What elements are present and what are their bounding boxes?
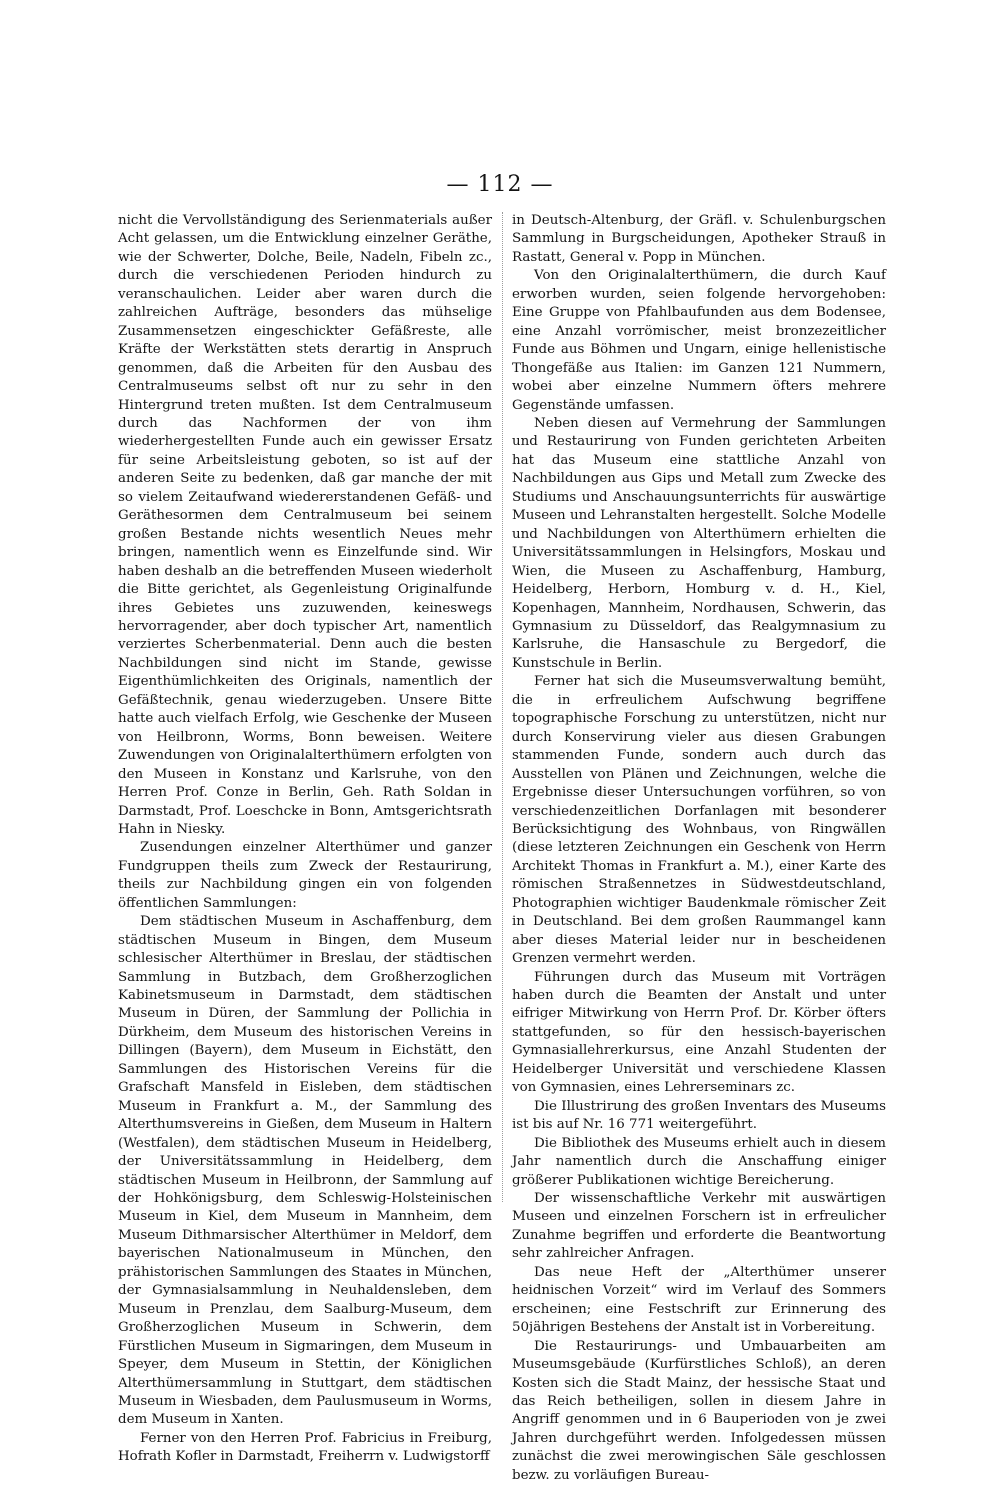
page-number: — 112 —	[446, 172, 554, 197]
paragraph: Von den Originalalterthümern, die durch Kauf erworben wurden, seien folgende hervorgehoben: Eine Gruppe von Pfahlbaufunden aus dem Bodensee, eine Anzahl vorrömischer, meist bronzezeitlicher Funde aus Böhmen und Ungarn, einige hellenistische Thongefäße aus Italien: im Ganzen 121 Nummern, wobei aber einzelne Nummern öfters mehrere Gegenstände umfassen.	[512, 268, 886, 413]
paragraph: nicht die Vervollständigung des Serienmaterials außer Acht gelassen, um die Entwicklung einzelner Geräthe, wie der Schwerter, Dolche, Beile, Nadeln, Fibeln zc., durch die verschiedenen Perioden hindurch zu veranschaulichen. Leider aber waren durch die zahlreichen Aufträge, besonders das mühselige Zusammensetzen eingeschickter Gefäßreste, alle Kräfte der Werkstätten stets derartig in Anspruch genommen, daß die Arbeiten für den Ausbau des Centralmuseums selbst oft nur zu sehr in den Hintergrund treten mußten. Ist dem Centralmuseum durch das Nachformen der von ihm wiederhergestellten Funde auch ein gewisser Ersatz für seine Arbeitsleistung geboten, so ist auf der anderen Seite zu bedenken, daß gar manche der mit so vielem Zeitaufwand wiedererstandenen Gefäß- und Geräthesormen dem Centralmuseum bei seinem großen Bestande nichts wesentlich Neues mehr bringen, namentlich wenn es Einzelfunde sind. Wir haben deshalb an die betreffenden Museen wiederholt die Bitte gerichtet, als Gegenleistung Originalfunde ihres Gebietes uns zuzuwenden, keineswegs hervorragender, aber doch typischer Art, namentlich verziertes Scherbenmaterial. Denn auch die besten Nachbildungen sind nicht im Stande, gewisse Eigenthümlichkeiten des Originals, namentlich der Gefäßtechnik, genau wiederzugeben. Unsere Bitte hatte auch vielfach Erfolg, wie Geschenke der Museen von Heilbronn, Worms, Bonn beweisen. Weitere Zuwendungen von Originalalterthümern erfolgten von den Museen in Konstanz und Karlsruhe, von den Herren Prof. Conze in Berlin, Geh. Rath Soldan in Darmstadt, Prof. Loeschcke in Bonn, Amtsgerichtsrath Hahn in Niesky.	[118, 213, 492, 837]
left-column	[118, 212, 492, 1467]
paragraph: Das neue Heft der „Alterthümer unserer heidnischen Vorzeit“ wird im Verlauf des Sommers erscheinen; eine Festschrift zur Erinnerung des 50jährigen Bestehens der Anstalt ist in Vorbereitung.	[512, 1264, 886, 1336]
paragraph: Ferner von den Herren Prof. Fabricius in Freiburg, Hofrath Kofler in Darmstadt, Freiherrn v. Ludwigstorff	[118, 1430, 492, 1465]
paragraph: Die Illustrirung des großen Inventars des Museums ist bis auf Nr. 16 771 weitergeführt.	[512, 1098, 886, 1133]
paragraph: Zusendungen einzelner Alterthümer und ganzer Fundgruppen theils zum Zweck der Restaurirung, theils zur Nachbildung gingen ein von folgenden öffentlichen Sammlungen:	[118, 840, 492, 911]
paragraph: Neben diesen auf Vermehrung der Sammlungen und Restaurirung von Funden gerichteten Arbeiten hat das Museum eine stattliche Anzahl von Nachbildungen aus Gips und Metall zum Zwecke des Studiums und Anschauungsunterrichts für auswärtige Museen und Lehranstalten hergestellt. Solche Modelle und Nachbildungen von Alterthümern erhielten die Universitätssammlungen in Helsingfors, Moskau und Wien, die Museen zu Aschaffenburg, Hamburg, Heidelberg, Herborn, Homburg v. d. H., Kiel, Kopenhagen, Mannheim, Nordhausen, Schwerin, das Gymnasium zu Düsseldorf, das Realgymnasium zu Karlsruhe, die Hansaschule zu Bergedorf, die Kunstschule in Berlin.	[512, 415, 886, 671]
paragraph: Dem städtischen Museum in Aschaffenburg, dem städtischen Museum in Bingen, dem Museum schlesischer Alterthümer in Breslau, der städtischen Sammlung in Butzbach, dem Großherzoglichen Kabinetsmuseum in Darmstadt, dem städtischen Museum in Düren, der Sammlung der Pollichia in Dürkheim, dem Museum des historischen Vereins in Dillingen (Bayern), dem Museum in Eichstätt, den Sammlungen des Historischen Vereins für die Grafschaft Mansfeld in Eisleben, dem städtischen Museum in Frankfurt a. M., der Sammlung des Alterthumsvereins in Gießen, dem Museum in Haltern (Westfalen), dem städtischen Museum in Heidelberg, der Universitätssammlung in Heidelberg, dem städtischen Museum in Heilbronn, der Sammlung auf der Hohkönigsburg, dem Schleswig-Holsteinischen Museum in Kiel, dem Museum in Mannheim, dem Museum Dithmarsischer Alterthümer in Meldorf, dem bayerischen Nationalmuseum in München, den prähistorischen Sammlungen des Staates in München, der Gymnasialsammlung in Neuhaldensleben, dem Museum in Prenzlau, dem Saalburg-Museum, dem Großherzoglichen Museum in Schwerin, dem Fürstlichen Museum in Sigmaringen, dem Museum in Speyer, dem Museum in Stettin, der Königlichen Alterthümersammlung in Stuttgart, dem städtischen Museum in Wiesbaden, dem Paulusmuseum in Worms, dem Museum in Xanten.	[118, 914, 492, 1428]
paragraph: Der wissenschaftliche Verkehr mit auswärtigen Museen und einzelnen Forschern ist in erfreulicher Zunahme begriffen und erforderte die Beantwortung sehr zahlreicher Anfragen.	[512, 1191, 886, 1262]
column-divider	[502, 212, 503, 1202]
paragraph: Die Bibliothek des Museums erhielt auch in diesem Jahr namentlich durch die Anschaffung einiger größerer Publikationen wichtige Bereicherung.	[512, 1135, 886, 1188]
right-column	[512, 212, 886, 1485]
paragraph: in Deutsch-Altenburg, der Gräfl. v. Schulenburgschen Sammlung in Burgscheidungen, Apotheker Strauß in Rastatt, General v. Popp in München.	[512, 213, 886, 265]
paragraph: Führungen durch das Museum mit Vorträgen haben durch die Beamten der Anstalt und unter eifriger Mitwirkung von Herrn Prof. Dr. Körber öfters stattgefunden, so für den hessisch-bayerischen Gymnasiallehrerkursus, eine Anzahl Studenten der Heidelberger Universität und verschiedene Klassen von Gymnasien, eines Lehrerseminars zc.	[512, 969, 886, 1096]
paragraph: Die Restaurirungs- und Umbauarbeiten am Museumsgebäude (Kurfürstliches Schloß), an deren Kosten sich die Stadt Mainz, der hessische Staat und das Reich betheiligen, sollen in diesem Jahre in Angriff genommen und in 6 Bauperioden von je zwei Jahren durchgeführt werden. Infolgedessen müssen zunächst die zwei merowingischen Säle geschlossen bezw. zu vorläufigen Bureau-	[512, 1338, 886, 1483]
paragraph: Ferner hat sich die Museumsverwaltung bemüht, die in erfreulichem Aufschwung begriffene topographische Forschung zu unterstützen, nicht nur durch Konservirung vieler aus diesen Grabungen stammenden Funde, sondern auch durch das Ausstellen von Plänen und Zeichnungen, welche die Ergebnisse dieser Untersuchungen vorführen, so von verschiedenzeitlichen Dorfanlagen mit besonderer Berücksichtigung des Wohnbaus, von Ringwällen (diese letzteren Zeichnungen ein Geschenk von Herrn Architekt Thomas in Frankfurt a. M.), einer Karte des römischen Straßennetzes in Südwestdeutschland, Photographien wichtiger Baudenkmale römischer Zeit in Deutschland. Bei dem großen Raummangel kann aber dieses Material leider nur in bescheidenen Grenzen vermehrt werden.	[512, 674, 886, 967]
